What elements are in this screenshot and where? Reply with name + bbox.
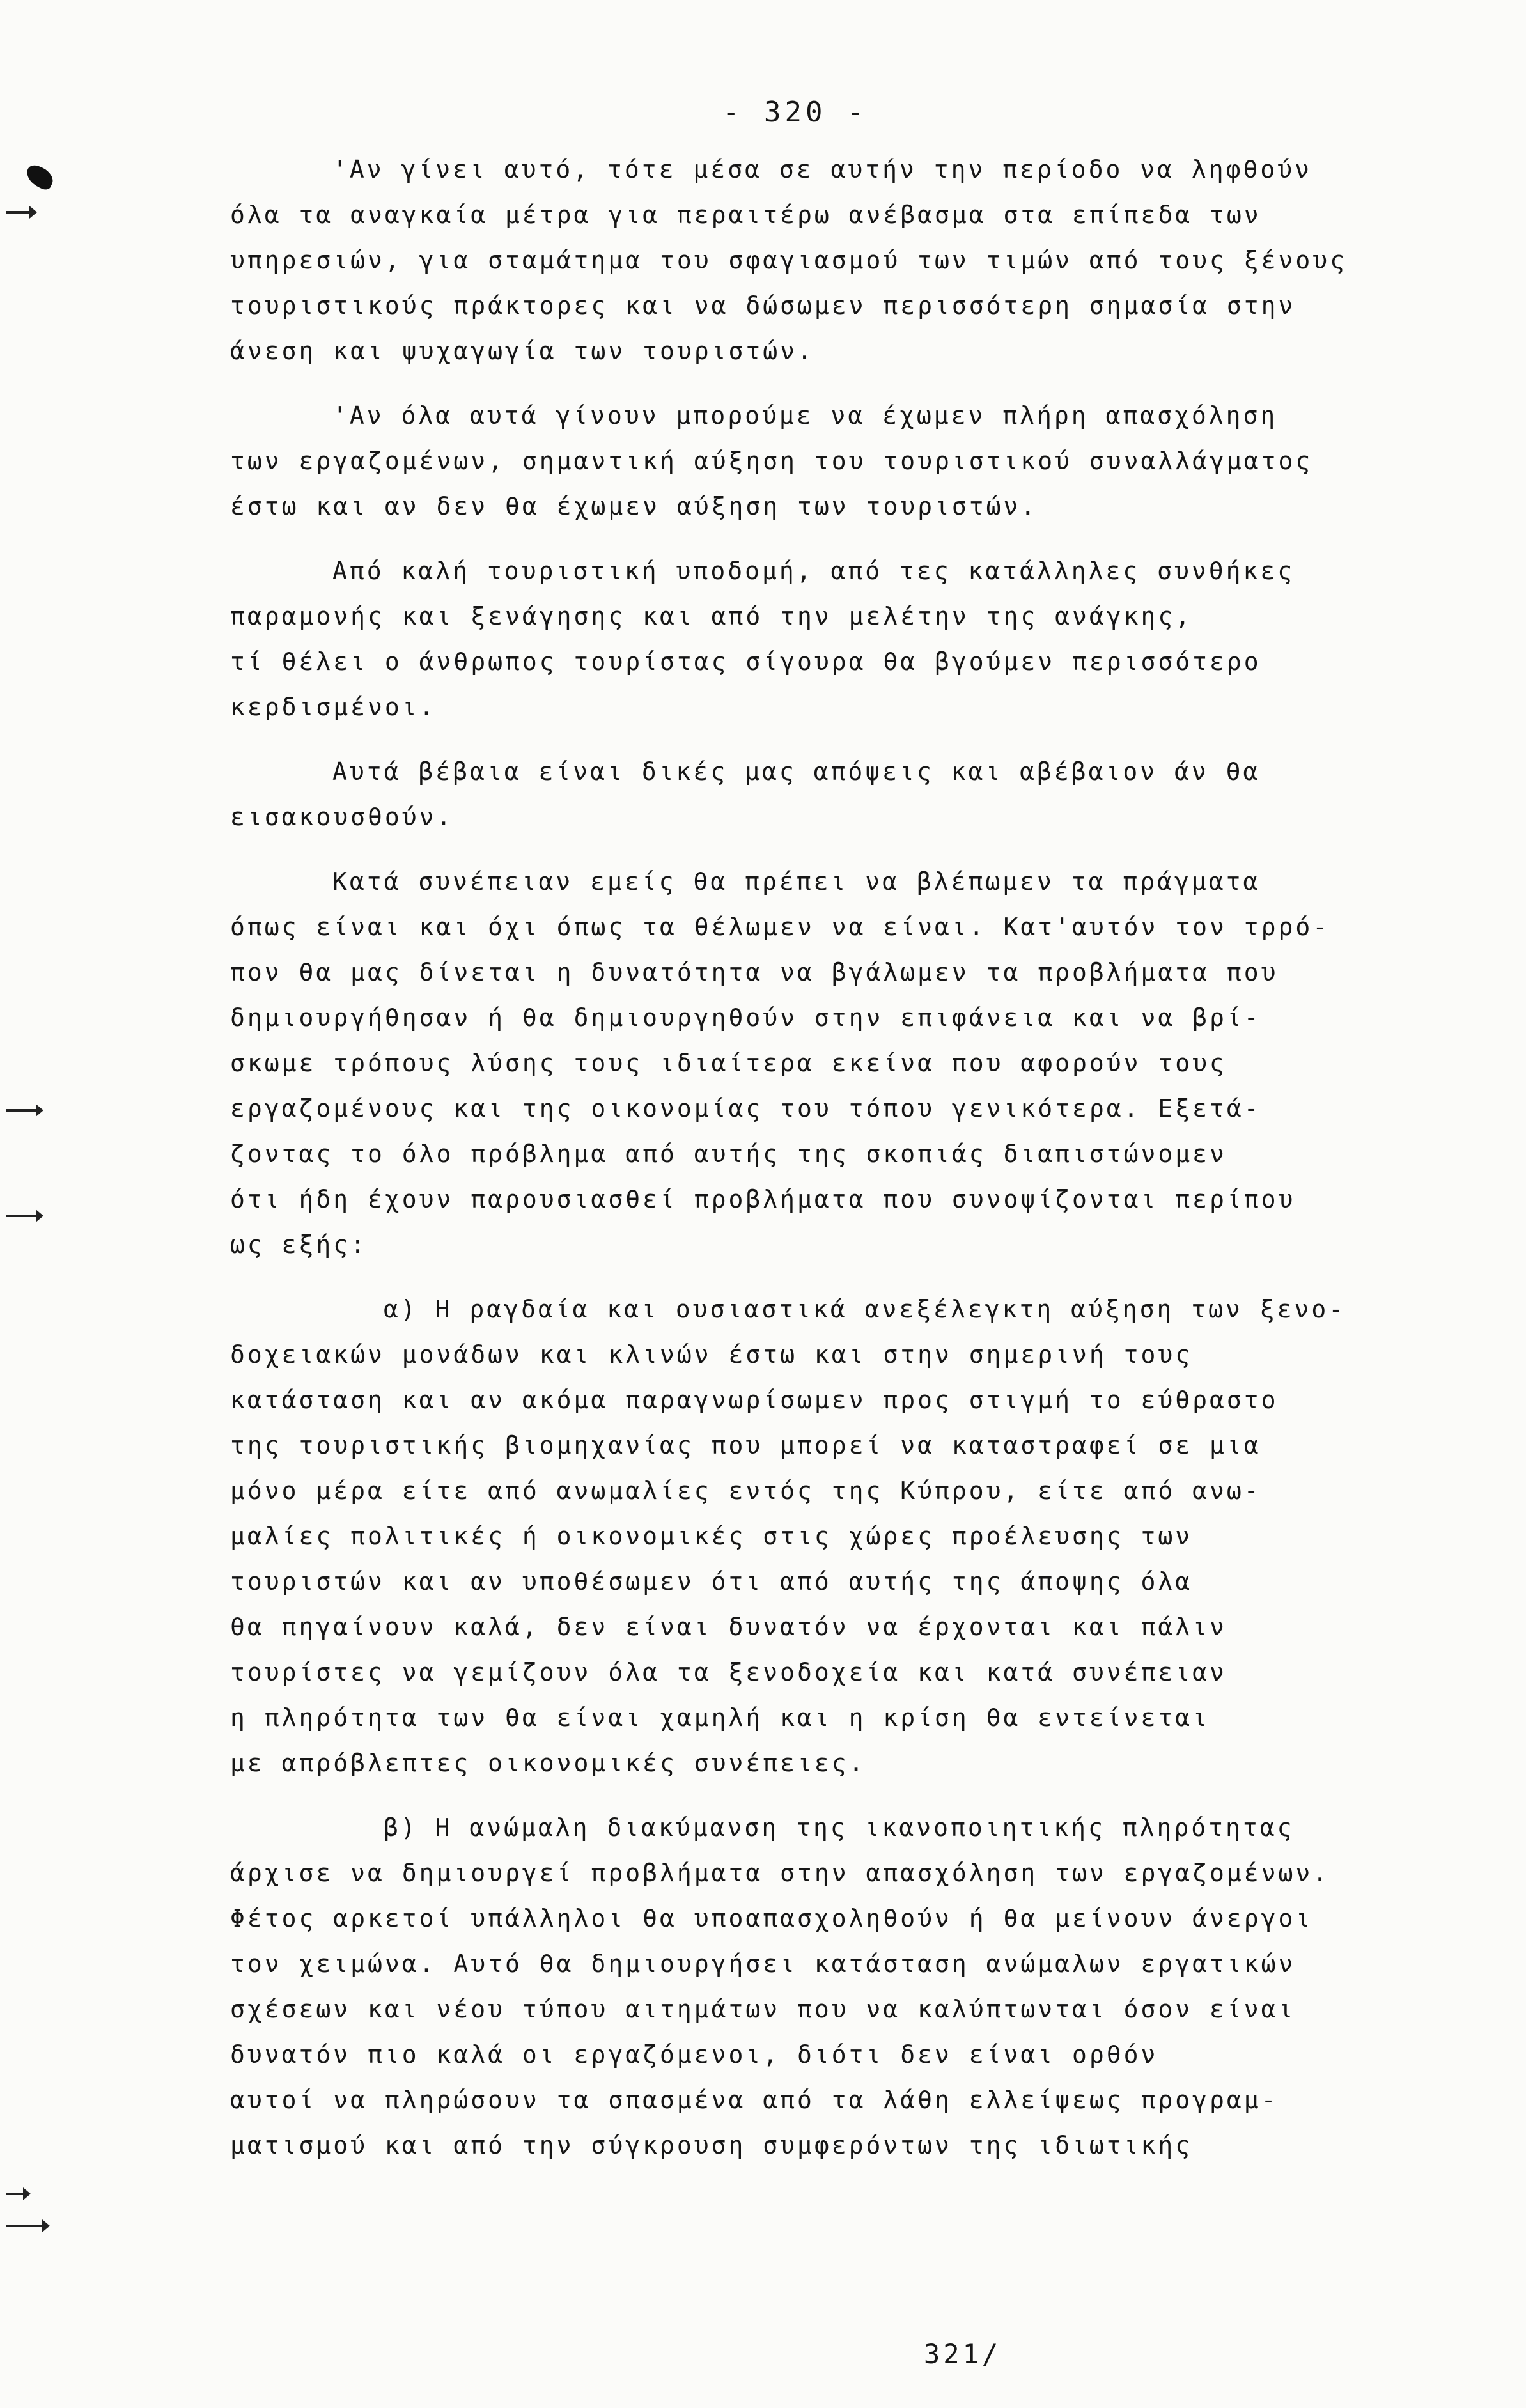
text-line: Από καλή τουριστική υποδομή, από τες κατάλληλες συνθήκες [332, 557, 1295, 585]
paragraph-3 [230, 548, 1483, 730]
text-line: άνεση και ψυχαγωγία των τουριστών. [230, 337, 814, 365]
text-line: ως εξής: [230, 1231, 368, 1259]
next-page-reference: 321/ [924, 2338, 1002, 2370]
text-line: άρχισε να δημιουργεί προβλήματα στην απασχόληση των εργαζομένων. [230, 1859, 1330, 1887]
paragraph-5 [230, 859, 1483, 1268]
paragraph-1 [230, 147, 1483, 374]
text-line: δημιουργήθησαν ή θα δημιουργηθούν στην επιφάνεια και να βρί- [230, 1004, 1261, 1032]
margin-arrow-mark [6, 1215, 38, 1217]
text-line: εισακουσθούν. [230, 803, 454, 831]
text-line: κατάσταση και αν ακόμα παραγνωρίσωμεν προς στιγμή το εύθραστο [230, 1386, 1279, 1414]
text-line: δοχειακών μονάδων και κλινών έστω και στην σημερινή τους [230, 1340, 1193, 1369]
document-body [230, 147, 1483, 2187]
text-line: ματισμού και από την σύγκρουση συμφερόντων της ιδιωτικής [230, 2131, 1193, 2159]
text-line: υπηρεσιών, για σταμάτημα του σφαγιασμού των τιμών από τους ξένους [230, 246, 1348, 274]
text-line: μόνο μέρα είτε από ανωμαλίες εντός της Κύπρου, είτε από ανω- [230, 1477, 1261, 1505]
paragraph-4 [230, 749, 1483, 840]
text-line: Αυτά βέβαια είναι δικές μας απόψεις και αβέβαιον άν θα [332, 757, 1261, 786]
margin-arrow-mark [6, 2193, 26, 2195]
margin-arrow-mark [6, 1109, 38, 1112]
text-line: όλα τα αναγκαία μέτρα για περαιτέρω ανέβασμα στα επίπεδα των [230, 201, 1261, 229]
text-line: αυτοί να πληρώσουν τα σπασμένα από τα λάθη ελλείψεως προγραμ- [230, 2086, 1279, 2114]
text-line: κερδισμένοι. [230, 693, 437, 721]
text-line: ζοντας το όλο πρόβλημα από αυτής της σκοπιάς διαπιστώνομεν [230, 1140, 1227, 1168]
text-line: β) Η ανώμαλη διακύμανση της ικανοποιητικής πληρότητας [384, 1814, 1295, 1842]
text-line: δυνατόν πιο καλά οι εργαζόμενοι, διότι δεν είναι ορθόν [230, 2040, 1158, 2069]
text-line: τον χειμώνα. Αυτό θα δημιουργήσει κατάσταση ανώμαλων εργατικών [230, 1950, 1296, 1978]
margin-arrow-mark [6, 211, 32, 214]
text-line: Φέτος αρκετοί υπάλληλοι θα υποαπασχοληθούν ή θα μείνουν άνεργοι [230, 1904, 1313, 1932]
text-line: εργαζομένους και της οικονομίας του τόπου γενικότερα. Εξετά- [230, 1094, 1261, 1122]
text-line: έστω και αν δεν θα έχωμεν αύξηση των τουριστών. [230, 492, 1038, 520]
text-line: σκωμε τρόπους λύσης τους ιδιαίτερα εκείνα που αφορούν τους [230, 1049, 1227, 1077]
text-line: η πληρότητα των θα είναι χαμηλή και η κρίση θα εντείνεται [230, 1704, 1210, 1732]
text-line: πον θα μας δίνεται η δυνατότητα να βγάλωμεν τα προβλήματα που [230, 958, 1279, 986]
text-line: με απρόβλεπτες οικονομικές συνέπειες. [230, 1749, 866, 1777]
text-line: τουριστών και αν υποθέσωμεν ότι από αυτής της άποψης όλα [230, 1567, 1193, 1596]
text-line: όπως είναι και όχι όπως τα θέλωμεν να είναι. Κατ'αυτόν τον τρρό- [230, 913, 1330, 941]
text-line: μαλίες πολιτικές ή οικονομικές στις χώρες προέλευσης των [230, 1522, 1193, 1550]
text-line: 'Αν όλα αυτά γίνουν μπορούμε να έχωμεν πλήρη απασχόληση [332, 401, 1278, 430]
text-line: σχέσεων και νέου τύπου αιτημάτων που να καλύπτωνται όσον είναι [230, 1995, 1296, 2023]
text-line: παραμονής και ξενάγησης και από την μελέτην της ανάγκης, [230, 602, 1193, 630]
margin-arrow-mark [6, 2225, 45, 2227]
list-item-b [230, 1805, 1483, 2168]
text-line: τί θέλει ο άνθρωπος τουρίστας σίγουρα θα βγούμεν περισσότερο [230, 648, 1261, 676]
text-line: τουριστικούς πράκτορες και να δώσωμεν περισσότερη σημασία στην [230, 291, 1296, 320]
text-line: τουρίστες να γεμίζουν όλα τα ξενοδοχεία και κατά συνέπειαν [230, 1658, 1227, 1686]
page-number: - 320 - [722, 96, 868, 128]
text-line: ότι ήδη έχουν παρουσιασθεί προβλήματα που συνοψίζονται περίπου [230, 1185, 1296, 1213]
text-line: των εργαζομένων, σημαντική αύξηση του τουριστικού συναλλάγματος [230, 447, 1313, 475]
list-item-a [230, 1287, 1483, 1786]
text-line: 'Αν γίνει αυτό, τότε μέσα σε αυτήν την περίοδο να ληφθούν [332, 155, 1312, 183]
ink-blot-mark [23, 162, 57, 192]
text-line: της τουριστικής βιομηχανίας που μπορεί να καταστραφεί σε μια [230, 1431, 1261, 1459]
text-line: θα πηγαίνουν καλά, δεν είναι δυνατόν να έρχονται και πάλιν [230, 1613, 1227, 1641]
paragraph-2 [230, 393, 1483, 529]
text-line: Κατά συνέπειαν εμείς θα πρέπει να βλέπωμεν τα πράγματα [332, 867, 1261, 896]
text-line: α) Η ραγδαία και ουσιαστικά ανεξέλεγκτη αύξηση των ξενο- [384, 1295, 1346, 1323]
